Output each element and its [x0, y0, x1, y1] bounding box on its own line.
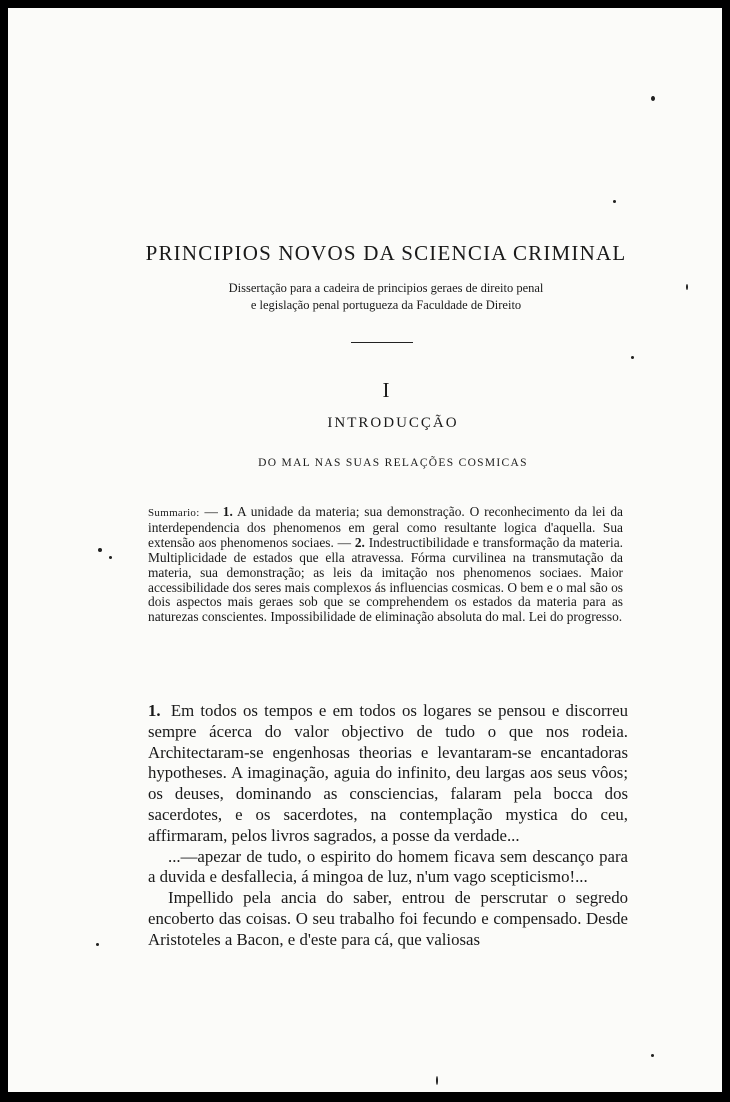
summary-number-1: 1. [222, 504, 233, 519]
summary-label: Summario: [148, 507, 200, 519]
scan-speck [613, 200, 616, 203]
scan-speck [631, 356, 634, 359]
section-number: I [382, 378, 390, 402]
scanned-page [8, 8, 722, 1092]
document-title: PRINCIPIOS NOVOS DA SCIENCIA CRIMINAL [145, 241, 627, 265]
summary-dash: — [199, 504, 223, 519]
body-paragraph-3: Impellido pela ancia do saber, entrou de perscrutar o segredo encoberto das coisas. O seu trabalho foi fecundo e compensado. Desde Aristoteles a Bacon, e d'este para cá, que valiosas [148, 888, 628, 949]
scan-speck [96, 943, 99, 946]
scan-speck [651, 96, 655, 101]
scan-speck [109, 556, 112, 559]
paragraph-number-1: 1. [148, 701, 161, 720]
summary-text-1: A unidade da materia; sua demonstração. O reconhecimento da lei da interdependencia dos phenomenos em geral como resultante logica d'aquella. Sua extensão aos phenomenos sociaes. — [148, 504, 623, 550]
title-divider [351, 342, 413, 343]
body-paragraph-2: ...—apezar de tudo, o espirito do homem ficava sem descanço para a duvida e desfallecia, á mingoa de luz, n'um vago scepticismo!... [148, 846, 628, 887]
subtitle-line-2: e legislação penal portugueza da Faculdade de Direito [250, 298, 522, 312]
chapter-subheading: DO MAL NAS SUAS RELAÇÕES COSMICAS [258, 457, 528, 469]
chapter-title: INTRODUCÇÃO [327, 415, 459, 431]
paragraph-1-text: Em todos os tempos e em todos os logares se pensou e discorreu sempre ácerca do valor objectivo de tudo o que nos rodeia. Architectaram-se engenhosas theorias e levantaram-se encantadoras hypotheses. A imaginação, aguia do infinito, deu largas aos seus vôos; os deuses, dominando as consciencias, falaram pela bocca dos sacerdotes, e os sacerdotes, na contemplação mystica do ceu, affirmaram, pelos livros sagrados, a posse da verdade... [148, 701, 628, 845]
scan-speck [436, 1076, 438, 1085]
body-paragraph-1 [148, 701, 628, 847]
scan-speck [651, 1054, 654, 1057]
summary-text-2: Indestructibilidade e transformação da materia. Multiplicidade de estados que ella atravessa. Fórma curvilinea na transmutação da materia, sua demonstração; as leis da imitação nos phenomenos sociaes. Maior accessibilidade dos seres mais complexos ás influencias cosmicas. O bem e o mal são os dois aspectos mais geraes sob que se comprehendem os estados da materia para as naturezas conscientes. Impossibilidade de eliminação absoluta do mal. Lei do progresso. [148, 534, 623, 625]
scan-speck [686, 284, 688, 290]
scan-speck [98, 548, 102, 552]
summary-number-2: 2. [354, 534, 365, 550]
summary-paragraph [148, 505, 623, 625]
subtitle-line-1: Dissertação para a cadeira de principios geraes de direito penal [228, 281, 544, 295]
body-text [148, 701, 628, 951]
